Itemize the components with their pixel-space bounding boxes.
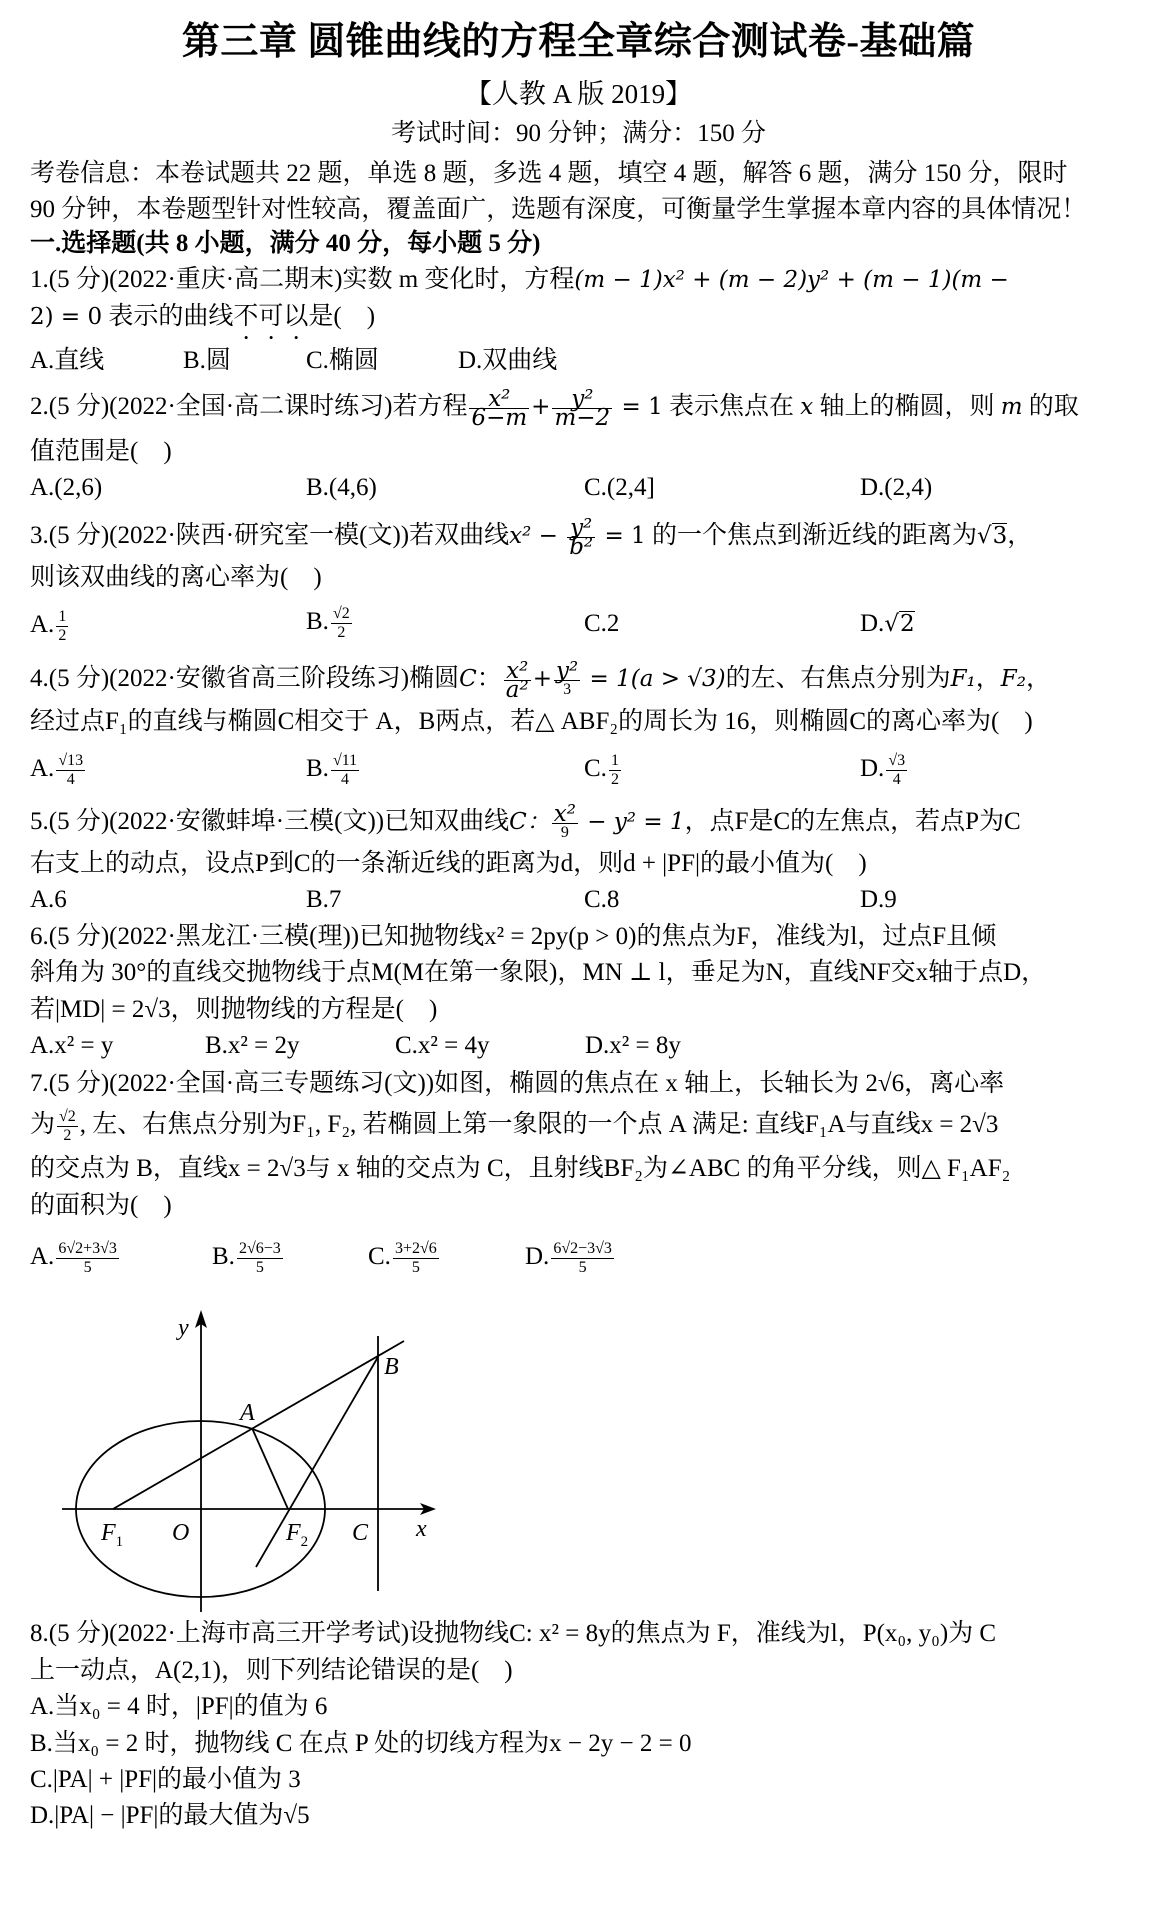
- question-7-option-a[interactable]: A. $\frac{6√2+3√3}{5}$: [30, 1240, 117, 1276]
- question-1-option-b[interactable]: B.圆: [183, 347, 231, 374]
- label-f1: $F_1$: [101, 1520, 124, 1550]
- question-5-line-2: 右支上的动点，设点P到C的一条渐近线的距离为d，则d + |PF|的最小值为( ): [30, 850, 867, 877]
- question-7-line-4: 的面积为( ): [30, 1192, 172, 1219]
- question-6-option-a[interactable]: A.x² = y: [30, 1032, 114, 1059]
- question-3-line-1: 3.(5 分)(2022·陕西·研究室一模(文))若双曲线x² − $\frac{\text{y²}}{\text{b²}}$ = 1 的一个焦点到渐近线的距离为√3，: [30, 515, 1033, 560]
- label-y: y: [178, 1315, 189, 1341]
- line-f1-b: [113, 1341, 404, 1509]
- question-5-option-a[interactable]: A.6: [30, 886, 67, 913]
- question-5-option-b[interactable]: B.7: [306, 886, 342, 913]
- question-2-option-d[interactable]: D.(2,4): [860, 474, 933, 501]
- exam-info-line-2: 90 分钟，本卷题型针对性较高，覆盖面广，选题有深度，可衡量学生掌握本章内容的具体情况！: [30, 196, 1087, 223]
- question-2-line-1: 2.(5 分)(2022·全国·高二课时练习)若方程 $\frac{\text{x²}}{6-m}$ + $\frac{\text{y²}}{m-2}$ = 1 表示焦点在 x 轴上的椭圆，则 m 的取: [30, 386, 1079, 431]
- exam-info-line-1: 考卷信息：本卷试题共 22 题，单选 8 题，多选 4 题，填空 4 题，解答 6 题，满分 150 分，限时: [30, 160, 1068, 187]
- question-4-line-2: 经过点F₁的直线与椭圆C相交于 A，B两点，若△ ABF₂的周长为 16，则椭圆C的离心率为( ): [30, 708, 1033, 735]
- question-8-option-b[interactable]: B.当x₀ = 2 时，抛物线 C 在点 P 处的切线方程为x − 2y − 2 = 0: [30, 1730, 692, 1757]
- exam-meta: 考试时间：90 分钟；满分：150 分: [390, 120, 766, 147]
- segment-a-f2: [252, 1428, 288, 1509]
- label-c: C: [352, 1520, 369, 1546]
- question-3-prefix: 3.(5 分)(2022·陕西·研究室一模(文))若双曲线: [30, 522, 510, 550]
- question-6-line-1: 6.(5 分)(2022·黑龙江·三模(理))已知抛物线x² = 2py(p > 0)的焦点为F，准线为l，过点F且倾: [30, 923, 997, 950]
- question-4-prefix: 4.(5 分)(2022·安徽省高三阶段练习)椭圆: [30, 665, 460, 693]
- question-7-option-b[interactable]: B. $\frac{2√6-3}{5}$: [212, 1240, 281, 1276]
- question-8-line-2: 上一动点，A(2,1)，则下列结论错误的是( ): [30, 1657, 513, 1684]
- fraction: $\frac{\text{y²}}{m-2}$: [554, 386, 611, 431]
- question-4-option-d[interactable]: D. $\frac{√3}{4}$: [860, 752, 906, 788]
- question-1-option-a[interactable]: A.直线: [30, 347, 105, 374]
- question-7-option-c[interactable]: C. $\frac{3+2√6}{5}$: [368, 1240, 437, 1276]
- question-2-prefix: 2.(5 分)(2022·全国·高二课时练习)若方程: [30, 393, 468, 421]
- question-7-option-d[interactable]: D. $\frac{6√2-3√3}{5}$: [525, 1240, 612, 1276]
- section-title: 一.选择题(共 8 小题，满分 40 分，每小题 5 分): [30, 230, 541, 257]
- question-2-option-b[interactable]: B.(4,6): [306, 474, 377, 501]
- question-3-option-a[interactable]: A. $\frac{1}{2}$: [30, 608, 67, 644]
- fraction: $\frac{\text{y²}}{\text{b²}}$: [569, 515, 594, 560]
- question-6-line-3: 若|MD| = 2√3，则抛物线的方程是( ): [30, 996, 438, 1023]
- label-b: B: [384, 1354, 399, 1380]
- fraction: $\frac{\text{x²}}{6-m}$: [471, 386, 528, 431]
- question-8-line-1: 8.(5 分)(2022·上海市高三开学考试)设抛物线C: x² = 8y的焦点为 F，准线为l，P(x₀, y₀)为 C: [30, 1620, 997, 1647]
- emphasis-text: 不可以: [233, 303, 309, 330]
- question-8-option-d[interactable]: D.|PA| − |PF|的最大值为√5: [30, 1802, 310, 1829]
- question-6-option-d[interactable]: D.x² = 8y: [585, 1032, 681, 1059]
- question-3-option-c[interactable]: C.2: [584, 610, 620, 637]
- fraction: $\frac{\text{y²}}{3}$: [555, 658, 579, 698]
- question-2-option-a[interactable]: A.(2,6): [30, 474, 103, 501]
- question-7-line-1: 7.(5 分)(2022·全国·高三专题练习(文))如图，椭圆的焦点在 x 轴上，长轴长为 2√6，离心率: [30, 1070, 1005, 1097]
- question-4-option-a[interactable]: A. $\frac{√13}{4}$: [30, 752, 84, 788]
- question-6-option-b[interactable]: B.x² = 2y: [205, 1032, 300, 1059]
- question-5-option-d[interactable]: D.9: [860, 886, 897, 913]
- fraction: $\frac{\text{x²}}{9}$: [553, 801, 576, 841]
- label-x: x: [416, 1516, 427, 1542]
- question-4-option-b[interactable]: B. $\frac{√11}{4}$: [306, 752, 358, 788]
- label-f2: $F_2$: [286, 1520, 309, 1550]
- question-1-line-1: [30, 264, 1009, 296]
- question-4-option-c[interactable]: C. $\frac{1}{2}$: [584, 752, 619, 788]
- question-3-option-b[interactable]: B. $\frac{√2}{2}$: [306, 605, 350, 641]
- question-8-option-a[interactable]: A.当x₀ = 4 时，|PF|的值为 6: [30, 1693, 328, 1720]
- fraction: $\frac{√2}{2}$: [59, 1108, 76, 1144]
- question-1-end: 是( ): [308, 303, 376, 330]
- question-4-line-1: 4.(5 分)(2022·安徽省高三阶段练习)椭圆C： $\frac{\text{x²}}{\text{a²}}$ + $\frac{\text{y²}}{3}$ = 1(a > √3)的左、右焦点分别为F₁，F₂，: [30, 658, 1051, 703]
- edition-label: 【人教 A 版 2019】: [464, 79, 693, 109]
- question-5-option-c[interactable]: C.8: [584, 886, 620, 913]
- question-7-line-3: 的交点为 B，直线x = 2√3与 x 轴的交点为 C，且射线BF₂为∠ABC 的角平分线，则△ F₁AF₂: [30, 1155, 1011, 1182]
- ellipse-diagram: [40, 1300, 460, 1620]
- label-a: A: [240, 1400, 255, 1426]
- question-2-option-c[interactable]: C.(2,4]: [584, 474, 655, 501]
- question-7-line-2: 为 $\frac{√2}{2}$ , 左、右焦点分别为F₁, F₂, 若椭圆上第一象限的一个点 A 满足: 直线F₁A与直线x = 2√3: [30, 1108, 999, 1144]
- question-1-option-c[interactable]: C.椭圆: [306, 347, 379, 374]
- question-3-option-d[interactable]: D.√2: [860, 610, 915, 637]
- question-1-option-d[interactable]: D.双曲线: [458, 347, 558, 374]
- question-5-prefix: 5.(5 分)(2022·安徽蚌埠·三模(文))已知双曲线: [30, 808, 510, 836]
- label-origin: O: [172, 1520, 190, 1546]
- question-2-line-2: 值范围是( ): [30, 438, 172, 465]
- question-1-text: 表示的曲线: [102, 303, 234, 330]
- question-1-math: (m − 1)x² + (m − 2)y² + (m − 1)(m −: [574, 267, 1009, 293]
- question-3-line-2: 则该双曲线的离心率为( ): [30, 564, 322, 591]
- question-1-math-2: 2) = 0: [30, 304, 103, 330]
- fraction: $\frac{\text{x²}}{\text{a²}}$: [505, 658, 529, 703]
- question-6-line-2: 斜角为 30°的直线交抛物线于点M(M在第一象限)，MN ⊥ l，垂足为N，直线NF交x轴于点D，: [30, 959, 1047, 986]
- page-title: 第三章 圆锥曲线的方程全章综合测试卷-基础篇: [181, 21, 976, 63]
- question-5-line-1: 5.(5 分)(2022·安徽蚌埠·三模(文))已知双曲线C： $\frac{\text{x²}}{9}$ − y² = 1，点F是C的左焦点，若点P为C: [30, 801, 1021, 841]
- question-1-prefix: 1.(5 分)(2022·重庆·高二期末)实数 m 变化时，方程: [30, 266, 575, 293]
- question-6-option-c[interactable]: C.x² = 4y: [395, 1032, 490, 1059]
- question-8-option-c[interactable]: C.|PA| + |PF|的最小值为 3: [30, 1766, 301, 1793]
- question-1-line-2: [30, 301, 375, 345]
